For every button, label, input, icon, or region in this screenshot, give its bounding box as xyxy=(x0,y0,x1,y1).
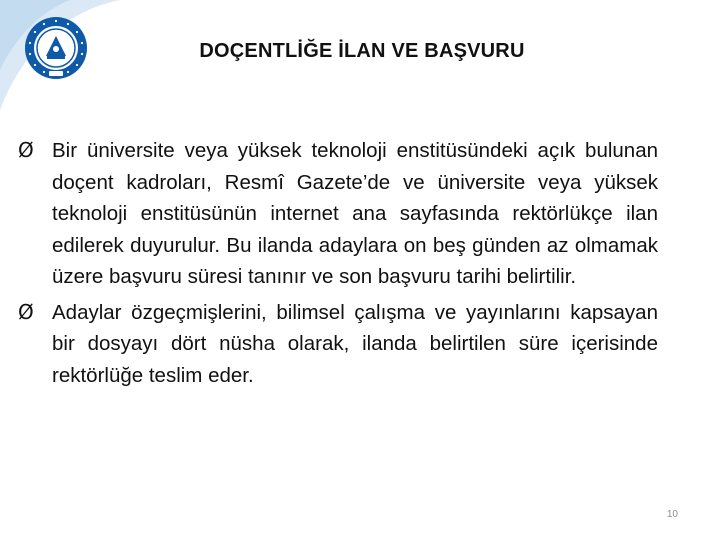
arrow-bullet-icon: Ø xyxy=(18,138,34,162)
page-number: 10 xyxy=(666,509,678,520)
slide-title: DOÇENTLİĞE İLAN VE BAŞVURU xyxy=(199,40,525,62)
university-seal-icon xyxy=(24,16,88,80)
arrow-bullet-icon: Ø xyxy=(18,299,34,324)
bullet-item xyxy=(18,297,658,392)
bullet-list xyxy=(18,135,658,395)
bullet-text: Bir üniversite veya yüksek teknoloji enstitüsündeki açık bulunan doçent kadroları, Resmî Gazete’de ve üniversite veya yüksek teknoloji enstitüsünün internet ana sayfasında rektörlükçe ilan edilerek duyurulur. Bu ilanda adaylara on beş günden az olmamak üzere başvuru süresi tanınır ve son başvuru tarihi belirtilir. xyxy=(52,139,658,288)
bullet-item xyxy=(18,135,658,293)
bullet-text: Adaylar özgeçmişlerini, bilimsel çalışma ve yayınlarını kapsayan bir dosyayı dört nüsha olarak, ilanda belirtilen süre içerisinde rektörlüğe teslim eder. xyxy=(52,300,658,387)
